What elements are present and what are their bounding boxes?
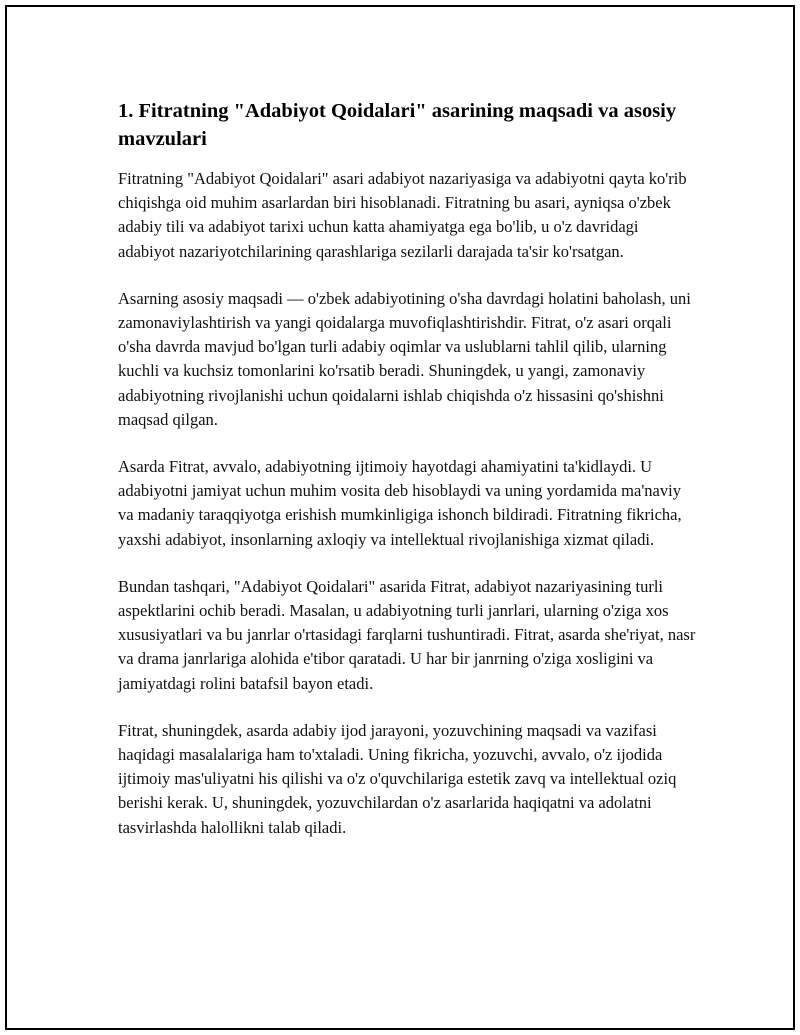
page-frame (5, 5, 795, 1030)
document-body (118, 97, 696, 863)
paragraph-3: Asarda Fitrat, avvalo, adabiyotning ijtimoiy hayotdagi ahamiyatini ta'kidlaydi. U adabiyotni jamiyat uchun muhim vosita deb hisoblaydi va uning yordamida ma'naviy va madaniy taraqqiyotga erishish mumkinligiga ishonch bildiradi. Fitratning fikricha, yaxshi adabiyot, insonlarning axloqiy va intellektual rivojlanishiga xizmat qiladi. (118, 457, 682, 549)
paragraph-1: Fitratning "Adabiyot Qoidalari" asari adabiyot nazariyasiga va adabiyotni qayta ko'rib chiqishga oid muhim asarlardan biri hisoblanadi. Fitratning bu asari, ayniqsa o'zbek adabiy tili va adabiyot tarixi uchun katta ahamiyatga ega bo'lib, u o'z davridagi adabiyot nazariyotchilarining qarashlariga sezilarli darajada ta'sir ko'rsatgan. (118, 169, 687, 261)
section-heading: 1. Fitratning "Adabiyot Qoidalari" asarining maqsadi va asosiy mavzulari (118, 100, 677, 150)
paragraph-2: Asarning asosiy maqsadi — o'zbek adabiyotining o'sha davrdagi holatini baholash, uni zamonaviylashtirish va yangi qoidalarga muvofiqlashtirishdir. Fitrat, o'z asari orqali o'sha davrda mavjud bo'lgan turli adabiy oqimlar va uslublarni tahlil qilib, ularning kuchli va kuchsiz tomonlarini ko'rsatib beradi. Shuningdek, u yangi, zamonaviy adabiyotning rivojlanishi uchun qoidalarni ishlab chiqishda o'z hissasini qo'shishni maqsad qilgan. (118, 288, 691, 429)
paragraph-4: Bundan tashqari, "Adabiyot Qoidalari" asarida Fitrat, adabiyot nazariyasining turli aspektlarini ochib beradi. Masalan, u adabiyotning turli janrlari, ularning o'ziga xos xususiyatlari va bu janrlar o'rtasidagi farqlarni tushuntiradi. Fitrat, asarda she'riyat, nasr va drama janrlariga alohida e'tibor qaratadi. U har bir janrning o'ziga xosligini va jamiyatdagi rolini batafsil bayon etadi. (118, 576, 696, 693)
paragraph-5: Fitrat, shuningdek, asarda adabiy ijod jarayoni, yozuvchining maqsadi va vazifasi haqidagi masalalariga ham to'xtaladi. Uning fikricha, yozuvchi, avvalo, o'z ijodida ijtimoiy mas'uliyatni his qilishi va o'z o'quvchilariga estetik zavq va intellektual oziq berishi kerak. U, shuningdek, yozuvchilardan o'z asarlarida haqiqatni va adolatni tasvirlashda halollikni talab qiladi. (118, 720, 677, 837)
